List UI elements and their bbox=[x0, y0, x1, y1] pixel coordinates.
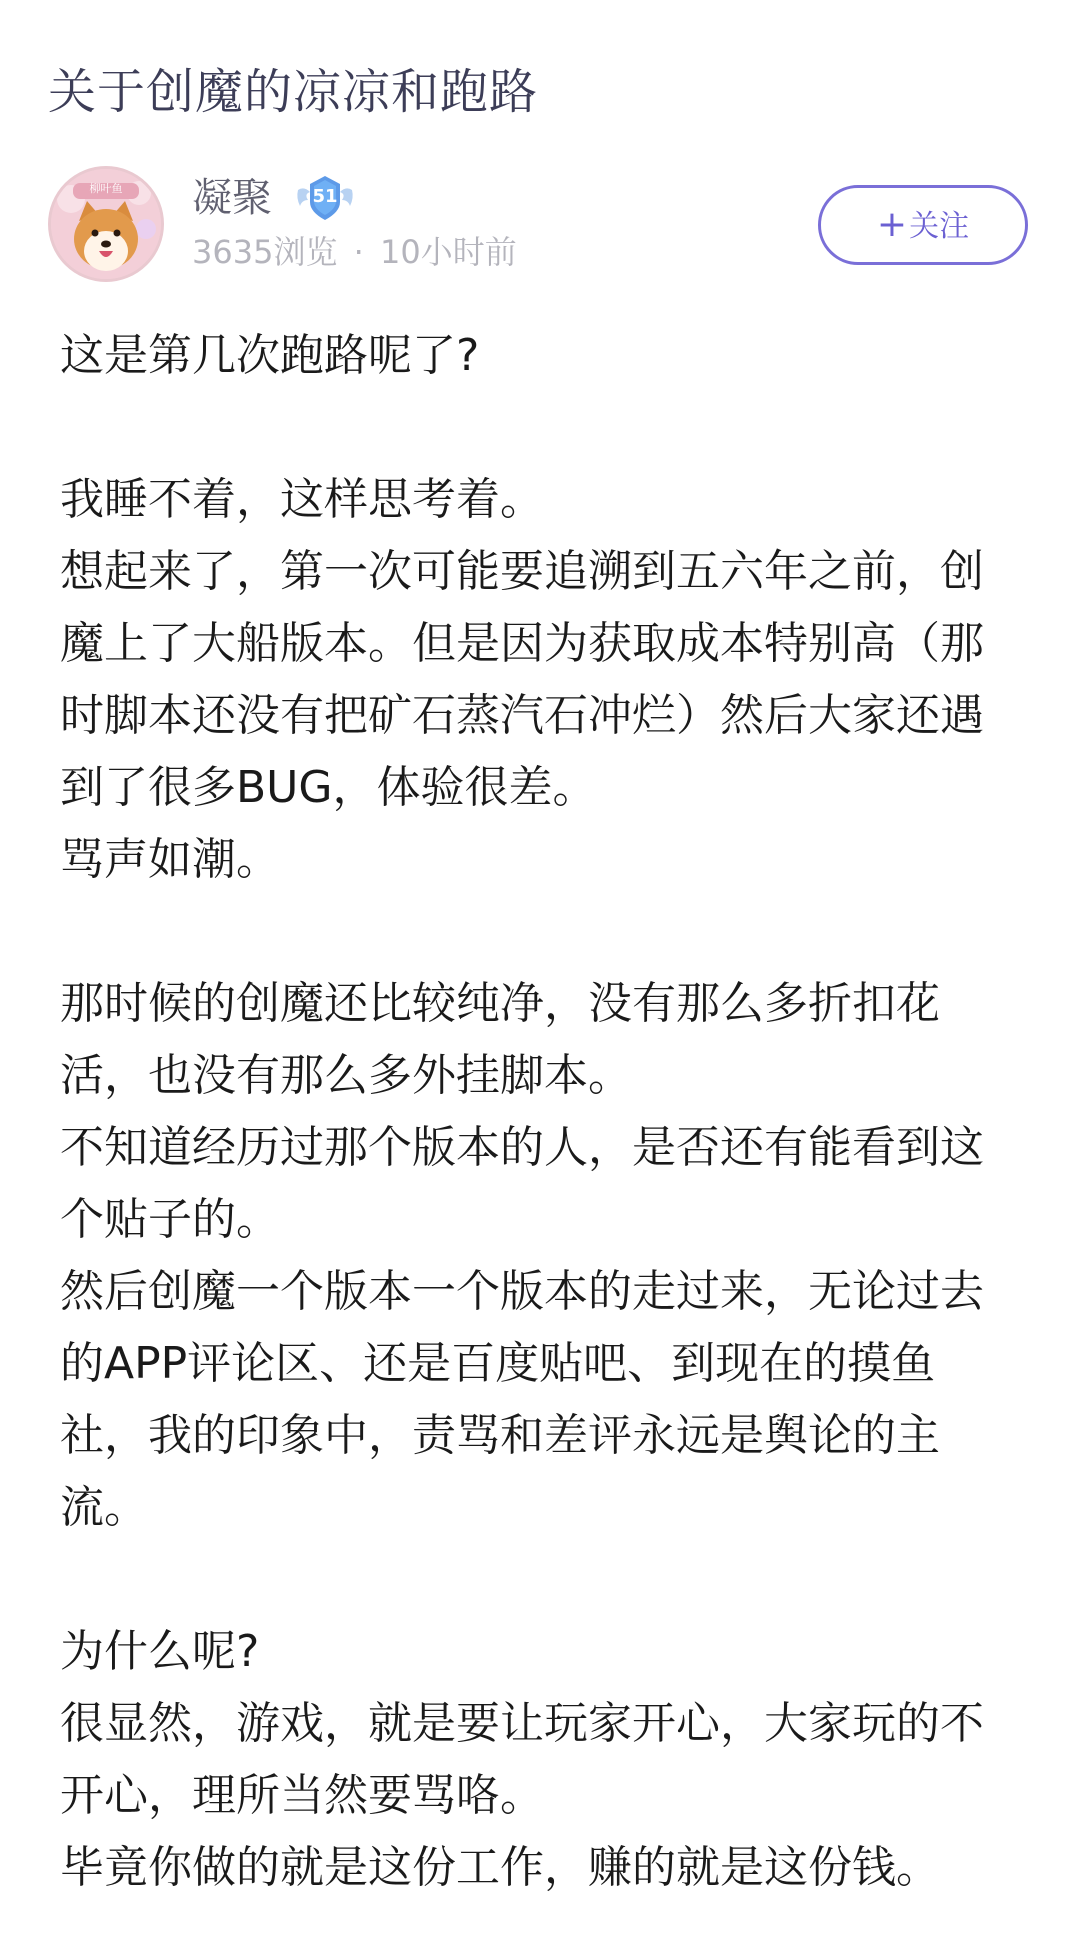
level-badge bbox=[294, 172, 356, 224]
body-paragraph-1: 这是第几次跑路呢了? bbox=[60, 330, 480, 381]
body-paragraph-7: 然后创魔一个版本一个版本的走过来，无论过去的APP评论区、还是百度贴吧、到现在的摸鱼社，我的印象中，责骂和差评永远是舆论的主流。 bbox=[60, 1266, 984, 1533]
body-paragraph-6: 不知道经历过那个版本的人，是否还有能看到这个贴子的。 bbox=[60, 1122, 984, 1245]
body-paragraph-9: 很显然，游戏，就是要让玩家开心，大家玩的不开心，理所当然要骂咯。 bbox=[60, 1698, 984, 1821]
post-meta bbox=[192, 232, 517, 272]
plus-icon: + bbox=[876, 204, 908, 245]
paragraph-gap bbox=[60, 896, 1020, 968]
body-paragraph-5: 那时候的创魔还比较纯净，没有那么多折扣花活，也没有那么多外挂脚本。 bbox=[60, 978, 940, 1101]
level-number: 51 bbox=[312, 186, 338, 207]
paragraph-gap bbox=[60, 1544, 1020, 1616]
body-paragraph-2: 我睡不着，这样思考着。 bbox=[60, 474, 544, 525]
author-row bbox=[48, 166, 1028, 286]
meta-separator: · bbox=[353, 233, 364, 271]
post-time: 10小时前 bbox=[379, 233, 517, 271]
body-paragraph-4: 骂声如潮。 bbox=[60, 834, 280, 885]
avatar[interactable] bbox=[48, 166, 164, 282]
body-paragraph-3: 想起来了，第一次可能要追溯到五六年之前，创魔上了大船版本。但是因为获取成本特别高（那时脚本还没有把矿石蒸汽石冲烂）然后大家还遇到了很多BUG，体验很差。 bbox=[60, 546, 984, 813]
follow-label: 关注 bbox=[909, 209, 970, 244]
author-name[interactable]: 凝聚 bbox=[192, 175, 272, 221]
follow-button[interactable] bbox=[818, 185, 1028, 265]
avatar-tag: 柳叶鱼 bbox=[89, 182, 123, 195]
view-count: 3635浏览 bbox=[192, 233, 338, 271]
body-paragraph-10: 毕竟你做的就是这份工作，赚的就是这份钱。 bbox=[60, 1842, 940, 1893]
paragraph-gap bbox=[60, 392, 1020, 464]
body-paragraph-8: 为什么呢? bbox=[60, 1626, 260, 1677]
post-title: 关于创魔的凉凉和跑路 bbox=[48, 64, 539, 120]
post-body bbox=[60, 320, 1020, 1904]
